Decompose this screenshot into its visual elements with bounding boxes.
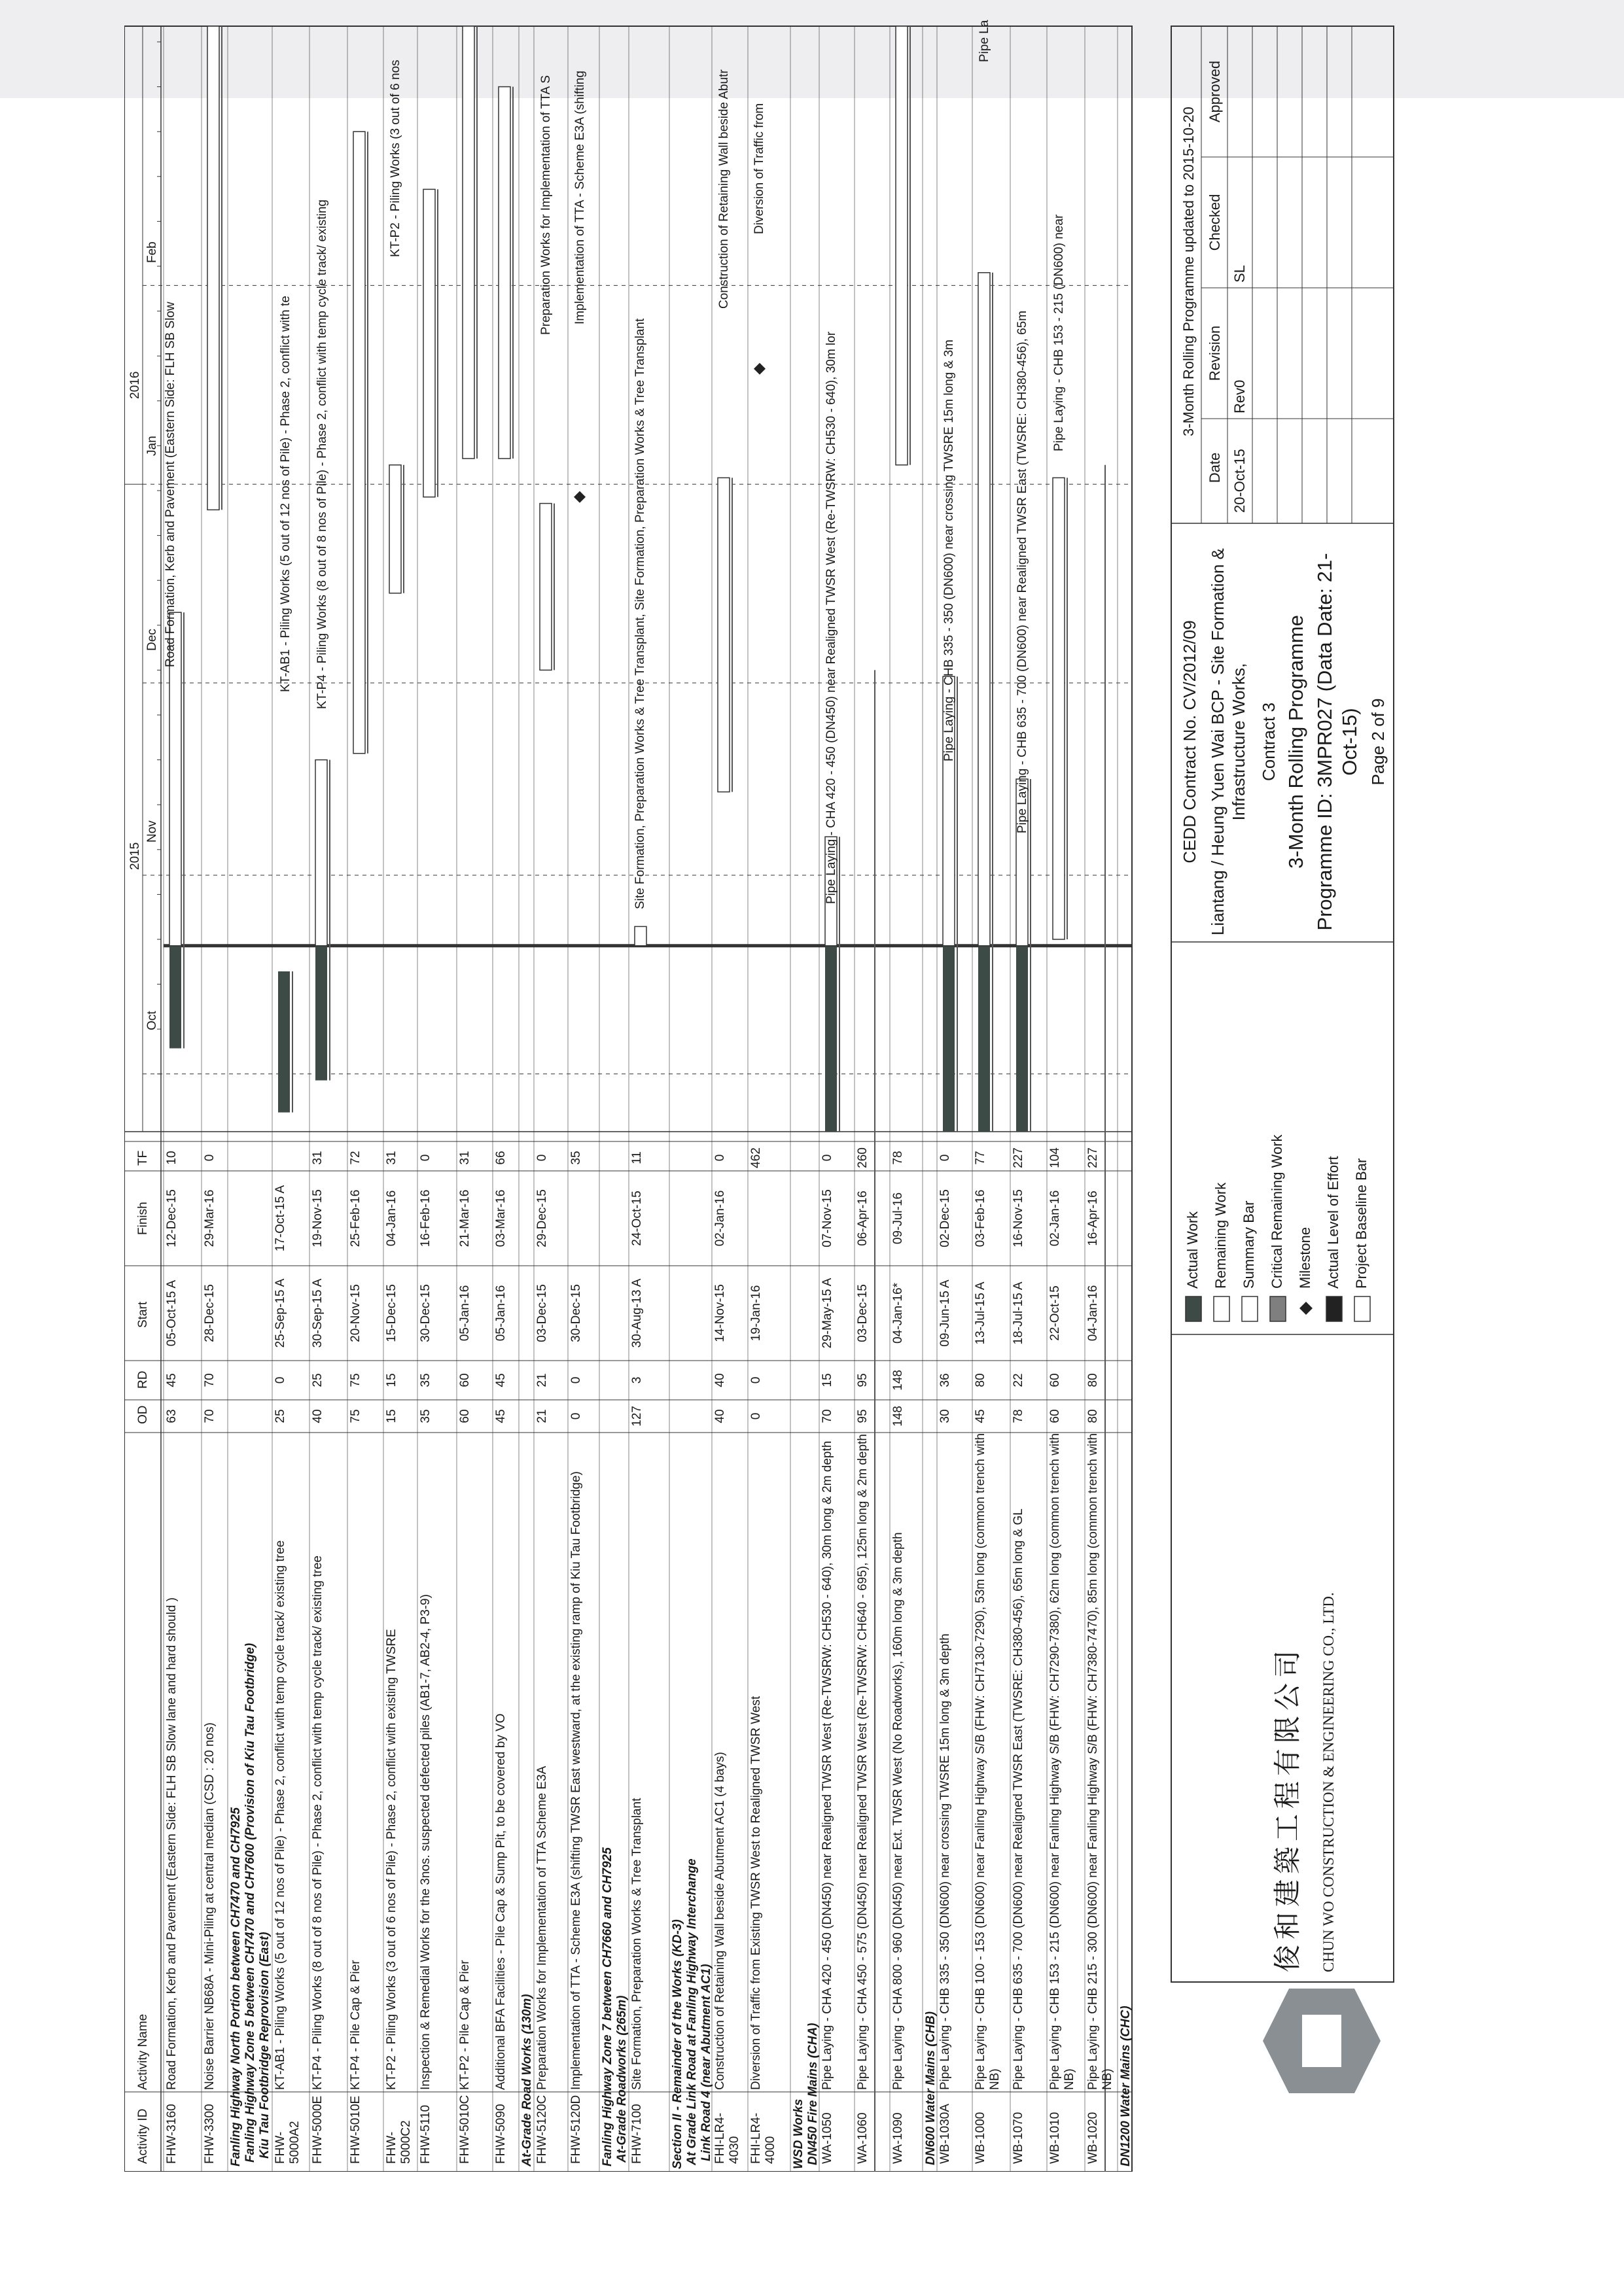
activity-name: Implementation of TTA - Scheme E3A (shifting TWSR East westward, at the existing ramp of Kiu Tau Footbridge) [569,1471,583,2090]
activity-start: 30-Dec-15 [569,1284,583,1342]
activity-finish: 17-Oct-15 A [274,1185,287,1252]
activity-rd: 70 [203,1373,217,1387]
activity-rd: 45 [165,1373,179,1387]
month-dec: Dec [145,629,159,651]
hdr-rd: RD [136,1370,150,1389]
activity-id: FHW-7100 [630,2104,644,2164]
activity-tf: 35 [569,1151,583,1165]
activity-tf: 462 [749,1147,763,1168]
activity-tf: 0 [713,1154,727,1162]
revision-col-revision: Revision [1207,325,1223,381]
activity-id: FHW-5000A2 [274,2121,302,2164]
activity-rd: 0 [569,1376,583,1384]
group-header: WSD Works [792,2098,805,2169]
activity-tf: 78 [891,1151,905,1165]
activity-od: 35 [419,1409,432,1423]
activity-rd: 75 [349,1373,362,1387]
activity-start: 13-Jul-15 A [974,1281,987,1345]
legend-swatch [1186,1296,1201,1321]
activity-name: Additional BFA Facilities - Pile Cap & Sump Pit, to be covered by VO [494,1713,508,2090]
activity-finish: 25-Feb-16 [349,1189,362,1247]
activity-name: Pipe Laying - CHA 800 - 960 (DN450) near Ext. TWSR West (No Roadworks), 160m long & 3m depth [891,1532,905,2090]
activity-finish: 16-Feb-16 [419,1189,432,1247]
actual-work-bar [825,946,837,1132]
bar-label: Pipe Laying - CHB 153 - 215 (DN600) near [1052,214,1066,451]
legend-swatch [1242,1296,1258,1321]
group-header: Kiu Tau Footbridge Reprovision (East) [258,1932,272,2159]
activity-od: 70 [821,1409,834,1423]
activity-id: FHW-3300 [203,2104,217,2164]
revision-col-date: Date [1207,452,1223,483]
activity-finish: 16-Nov-15 [1012,1189,1025,1247]
legend-label: Summary Bar [1241,1200,1257,1289]
legend-swatch [1354,1296,1370,1321]
remaining-work-bar [718,478,730,791]
activity-id: WB-1030A [938,2104,952,2164]
activity-tf: 10 [165,1151,179,1165]
legend-label: Remaining Work [1212,1182,1229,1289]
company-name-en: CHUN WO CONSTRUCTION & ENGINEERING CO., LTD. [1320,1592,1337,1972]
activity-rd: 45 [494,1373,508,1387]
activity-tf: 0 [203,1154,217,1162]
project-title: Liantang / Heung Yuen Wai BCP - Site Formation & Infrastructure Works, [1208,548,1248,936]
activity-name: Diversion of Traffic from Existing TWSR West to Realigned TWSR West [749,1696,763,2090]
remaining-work-bar [207,26,219,510]
activity-od: 78 [1012,1409,1025,1423]
activity-start: 22-Oct-15 [1048,1285,1062,1341]
revision-rev: Rev0 [1231,379,1248,413]
activity-name: Pipe Laying - CHB 635 - 700 (DN600) near Realigned TWSR East (TWSRE: CH380-456), 65m long & GL [1012,1508,1025,2090]
legend-swatch [1214,1296,1229,1321]
remaining-work-bar [978,273,990,946]
hdr-activity-id: Activity ID [136,2108,150,2164]
activity-tf: 31 [311,1151,325,1165]
activity-name: Noise Barrier NB68A - Mini-Piling at central median (CSD : 20 nos) [203,1722,217,2090]
remaining-work-bar [499,87,510,459]
group-header: DN1200 Water Mains (CHC) [1119,2006,1133,2166]
activity-rd: 15 [385,1373,398,1387]
legend-label: Milestone [1297,1226,1313,1289]
activity-finish: 03-Mar-16 [494,1189,508,1247]
activity-tf: 227 [1012,1147,1025,1168]
legend-label: Project Baseline Bar [1353,1158,1369,1289]
revision-heading: 3-Month Rolling Programme updated to 2015-10-20 [1180,107,1197,436]
bar-label: Pipe Laying - CHB 635 - 700 (DN600) near Realigned TWSR East (TWSRE: CH380-456), 65m [1015,310,1029,833]
activity-tf: 77 [974,1151,987,1165]
activity-start: 18-Jul-15 A [1012,1281,1025,1345]
activity-rd: 15 [821,1373,834,1387]
activity-id: WB-1010 [1048,2112,1062,2164]
activity-start: 04-Jan-16* [891,1283,905,1344]
group-header: Section II - Remainder of the Works (KD-3) [671,1919,684,2169]
activity-od: 30 [938,1409,952,1423]
group-header: At-Grade Road Works (130m) [520,1994,534,2166]
activity-od: 0 [749,1412,763,1420]
activity-name: KT-P4 - Pile Cap & Pier [349,1960,362,2090]
actual-work-bar [315,946,327,1081]
activity-rd: 80 [1086,1373,1100,1387]
rotated-sheet [124,13,1624,2172]
activity-start: 15-Dec-15 [385,1284,398,1342]
activity-start: 30-Dec-15 [419,1284,432,1342]
activity-tf: 66 [494,1151,508,1165]
activity-finish: 12-Dec-15 [165,1189,179,1247]
bar-label: Construction of Retaining Wall beside Abutr [717,69,731,309]
activity-rd: 35 [419,1373,432,1387]
activity-finish: 02-Jan-16 [713,1190,727,1247]
activity-name: Construction of Retaining Wall beside Abutment AC1 (4 bays) [713,1752,727,2090]
legend-label: Actual Work [1184,1211,1201,1289]
bar-label: Pipe Laying - CHA 420 - 450 (DN450) near Realigned TWSR West (Re-TWSRW: CH530 - 640), 30m lor [824,331,838,904]
activity-id: FHW-5000E [311,2095,325,2164]
hdr-finish: Finish [136,1202,150,1235]
activity-od: 80 [1086,1409,1100,1423]
activity-od: 40 [713,1409,727,1423]
activity-rd: 60 [1048,1373,1062,1387]
activity-tf: 0 [419,1154,432,1162]
activity-rd: 148 [891,1370,905,1391]
activity-name: Pipe Laying - CHA 420 - 450 (DN450) near Realigned TWSR West (Re-TWSRW: CH530 - 640), 30m long & 2m depth [821,1440,834,2090]
revision-checked: SL [1231,265,1248,283]
activity-name: Pipe Laying - CHB 215 - 300 (DN600) near Fanling Highway S/B (FHW: CH7380-7470), 85m long (common trench with NB) [1086,1433,1114,2090]
activity-rd: 21 [535,1373,549,1387]
activity-id: FHW-5010C [458,2095,472,2164]
remaining-work-bar [353,131,365,754]
bar-label: KT-P4 - Piling Works (8 out of 8 nos of Pile) - Phase 2, conflict with temp cycle track/ existing [315,200,329,709]
activity-rd: 22 [1012,1373,1025,1387]
activity-tf: 104 [1048,1147,1062,1168]
activity-rd: 60 [458,1373,472,1387]
group-header: At Grade Link Road at Fanling Highway Interchange [685,1858,699,2165]
activity-od: 95 [856,1409,870,1423]
activity-tf: 227 [1086,1147,1100,1168]
remaining-work-bar [315,760,327,946]
activity-od: 21 [535,1409,549,1423]
activity-id: WB-1020 [1086,2112,1100,2164]
remaining-work-bar [423,189,435,496]
activity-rd: 3 [630,1376,644,1384]
bar-label: KT-AB1 - Piling Works (5 out of 12 nos of Pile) - Phase 2, conflict with te [279,296,292,692]
activity-od: 25 [274,1409,287,1423]
company-name-cn: 俊和建築工程有限公司 [1272,1644,1303,1972]
activity-od: 60 [1048,1409,1062,1423]
revision-col-approved: Approved [1207,60,1223,123]
activity-finish: 07-Nov-15 [821,1189,834,1247]
activity-od: 0 [569,1412,583,1420]
hdr-start: Start [136,1301,150,1328]
page-number: Page 2 of 9 [1368,698,1388,786]
activity-od: 127 [630,1406,644,1427]
remaining-work-bar [389,465,401,593]
activity-finish: 29-Dec-15 [535,1189,549,1247]
activity-id: WB-1070 [1012,2112,1025,2164]
activity-id: FHW-5120D [569,2095,583,2164]
activity-id: WA-1060 [856,2112,870,2164]
group-header: Fanling Highway Zone 7 between CH7660 and CH7925 [601,1847,614,2166]
group-header: DN600 Water Mains (CHB) [924,2011,938,2165]
activity-name: Pipe Laying - CHB 153 - 215 (DN600) near Fanling Highway S/B (FHW: CH7290-7380), 62m long (common trench with NB) [1048,1433,1076,2090]
activity-rd: 40 [713,1373,727,1387]
activity-rd: 25 [311,1373,325,1387]
actual-work-bar [943,946,955,1132]
activity-od: 40 [311,1409,325,1423]
hdr-tf: TF [136,1150,150,1166]
activity-name: Pipe Laying - CHB 100 - 153 (DN600) near Fanling Highway S/B (FHW: CH7130-7290), 53m long (common trench with NB) [974,1433,1002,2090]
programme-title: 3-Month Rolling Programme [1284,615,1307,869]
revision-col-checked: Checked [1207,194,1223,251]
activity-finish: 02-Dec-15 [938,1189,952,1247]
activity-finish: 03-Feb-16 [974,1189,987,1247]
remaining-work-bar [1053,478,1065,939]
activity-id: FHW-5000C2 [385,2120,413,2164]
activity-tf: 72 [349,1151,362,1165]
group-header: DN450 Fire Mains (CHA) [806,2023,820,2165]
hdr-activity-name: Activity Name [136,2013,150,2090]
legend-swatch [1270,1296,1286,1321]
activity-id: WB-1000 [974,2112,987,2164]
activity-finish: 06-Apr-16 [856,1191,870,1246]
activity-finish: 04-Jan-16 [385,1190,398,1247]
month-jan: Jan [145,436,159,456]
activity-tf: 11 [630,1151,644,1164]
year-2016: 2016 [128,371,142,399]
activity-finish: 29-Mar-16 [203,1189,217,1247]
activity-od: 45 [974,1409,987,1423]
remaining-work-bar [896,26,908,465]
activity-id: WA-1090 [891,2112,905,2164]
activity-id: FHI-LR4-4000 [749,2112,777,2164]
activity-id: FHW-5010E [349,2095,362,2164]
activity-name: Site Formation, Preparation Works & Tree Transplant [630,1798,644,2090]
remaining-work-bar [463,26,474,459]
activity-start: 05-Jan-16 [458,1285,472,1342]
group-header: Fanling Highway North Portion between CH7470 and CH7925 [229,1807,243,2166]
activity-od: 60 [458,1409,472,1423]
activity-od: 45 [494,1409,508,1423]
contract-number: Contract 3 [1259,703,1279,781]
activity-start: 30-Sep-15 A [311,1278,325,1348]
activity-start: 04-Jan-16 [1086,1285,1100,1342]
activity-start: 03-Dec-15 [856,1284,870,1342]
hdr-od: OD [136,1405,150,1424]
month-feb: Feb [145,241,159,263]
activity-start: 29-May-15 A [821,1278,834,1349]
activity-name: KT-P2 - Pile Cap & Pier [458,1960,472,2090]
activity-tf: 0 [535,1154,549,1162]
group-header: Fanling Highway Zone 5 between CH7470 and CH7600 (Provision of Kiu Tau Footbridge) [243,1643,257,2163]
activity-start: 30-Aug-13 A [630,1278,644,1348]
activity-od: 148 [891,1406,905,1427]
activity-od: 75 [349,1409,362,1423]
activity-finish: 09-Jul-16 [891,1192,905,1245]
legend-swatch [1326,1296,1342,1321]
activity-finish: 16-Apr-16 [1086,1191,1100,1246]
activity-rd: 0 [749,1376,763,1384]
activity-name: Preparation Works for Implementation of TTA Scheme E3A [535,1765,549,2090]
activity-start: 19-Jan-16 [749,1285,763,1342]
activity-name: KT-P4 - Piling Works (8 out of 8 nos of Pile) - Phase 2, conflict with temp cycle track/ existing tree [311,1556,325,2090]
activity-id: FHW-5120C [535,2095,549,2164]
revision-date: 20-Oct-15 [1231,449,1248,513]
activity-od: 15 [385,1409,398,1423]
month-oct: Oct [145,1011,159,1030]
programme-id: Programme ID: 3MPR027 (Data Date: 21-Oct-15) [1313,553,1361,931]
activity-rd: 80 [974,1373,987,1387]
activity-name: Inspection & Remedial Works for the 3nos. suspected defected piles (AB1-7, AB2-4, P3-9) [419,1594,432,2090]
activity-finish: 21-Mar-16 [458,1189,472,1247]
activity-tf: 31 [385,1151,398,1165]
legend-milestone-diamond [1299,1302,1313,1315]
month-nov: Nov [145,820,159,843]
contract-title: CEDD Contract No. CV/2012/09 [1180,620,1199,863]
actual-work-bar [169,946,181,1049]
timeline-header [124,13,164,2172]
activity-id: FHW-5110 [419,2104,432,2164]
activity-od: 70 [203,1409,217,1423]
milestone-diamond [754,363,766,375]
activity-start: 28-Dec-15 [203,1284,217,1342]
activity-id: FHI-LR4-4030 [713,2112,741,2164]
activity-finish: 19-Nov-15 [311,1189,325,1247]
activity-tf: 0 [821,1154,834,1162]
activity-id: WA-1050 [821,2112,834,2164]
activity-name: KT-AB1 - Piling Works (5 out of 12 nos of Pile) - Phase 2, conflict with temp cycle track/ existing tree [274,1540,287,2090]
activity-rd: 0 [274,1376,287,1384]
activity-finish: 24-Oct-15 [630,1191,644,1246]
group-header: Link Road 4 (near Abutment AC1) [699,1964,713,2161]
bar-label: Road Formation, Kerb and Pavement (Eastern Side: FLH SB Slow [164,302,177,667]
activity-rd: 36 [938,1373,952,1387]
activity-name: Pipe Laying - CHB 335 - 350 (DN600) near crossing TWSRE 15m long & 3m depth [938,1633,952,2090]
bar-label: KT-P2 - Piling Works (3 out of 6 nos [389,60,402,257]
activity-start: 05-Oct-15 A [165,1279,179,1347]
remaining-work-bar [635,926,646,945]
bar-label: Site Formation, Preparation Works & Tree Transplant, Site Formation, Preparation Works & Tree Transplant [633,318,647,909]
activity-tf: 0 [938,1154,952,1162]
activity-tf: 260 [856,1147,870,1168]
actual-work-bar [278,971,290,1113]
group-header: At-Grade Roadworks (265m) [615,1995,629,2163]
actual-work-bar [1016,946,1028,1132]
activity-name: Road Formation, Kerb and Pavement (Eastern Side: FLH SB Slow lane and hard should ) [165,1597,179,2090]
bar-label: Pipe La [978,20,991,62]
activity-start: 25-Sep-15 A [274,1278,287,1348]
year-2015: 2015 [128,842,142,870]
activity-tf: 31 [458,1151,472,1165]
activity-start: 03-Dec-15 [535,1284,549,1342]
bar-label: Diversion of Traffic from [752,103,766,234]
legend-label: Actual Level of Effort [1325,1156,1341,1289]
remaining-work-bar [540,504,552,670]
milestone-diamond [574,491,586,503]
bar-label: Preparation Works for Implementation of TTA S [539,75,553,335]
activity-rd: 95 [856,1373,870,1387]
activity-finish: 02-Jan-16 [1048,1190,1062,1247]
activity-od: 63 [165,1409,179,1423]
activity-id: FHW-5090 [494,2104,508,2164]
legend-label: Critical Remaining Work [1269,1134,1285,1289]
activity-name: Pipe Laying - CHA 450 - 575 (DN450) near Realigned TWSR West (Re-TWSRW: CH640 - 695), 125m long & 2m depth [856,1434,870,2090]
activity-id: FHW-3160 [165,2104,179,2164]
activity-name: KT-P2 - Piling Works (3 out of 6 nos of Pile) - Phase 2, conflict with existing TWSRE [385,1629,398,2090]
actual-work-bar [978,946,990,1132]
activity-start: 14-Nov-15 [713,1284,727,1342]
bar-label: Pipe Laying - CHB 335 - 350 (DN600) near crossing TWSRE 15m long & 3m [942,339,956,761]
activity-start: 09-Jun-15 A [938,1279,952,1347]
activity-start: 05-Jan-16 [494,1285,508,1342]
activity-start: 20-Nov-15 [349,1284,362,1342]
bar-label: Implementation of TTA - Scheme E3A (shifting [573,71,587,324]
company-logo-inner [1302,2015,1341,2067]
